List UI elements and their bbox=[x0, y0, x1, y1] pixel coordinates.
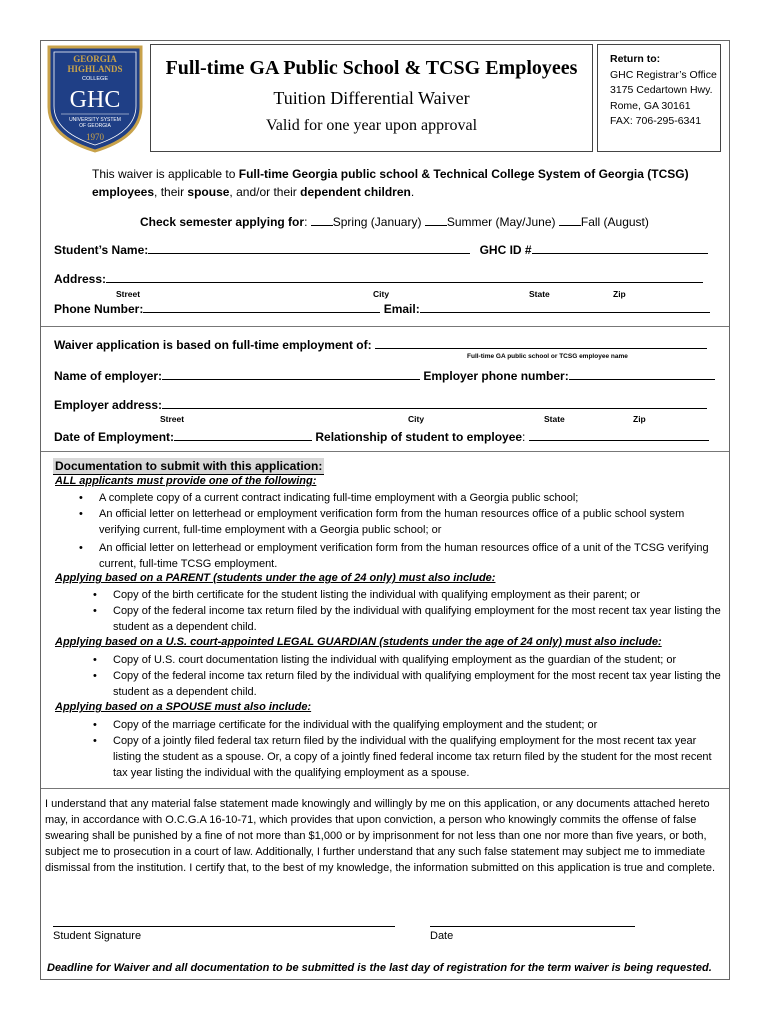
deadline-note: Deadline for Waiver and all documentation to be submitted is the last day of registration for the term waiver is being requested. bbox=[47, 962, 712, 974]
date-of-employment-field[interactable] bbox=[174, 430, 312, 441]
list-item: • An official letter on letterhead or employment verification form from the human resources office of a unit of the TCSG verifying current, full-time TCSG employment. bbox=[79, 542, 709, 570]
semester-label: Check semester applying for bbox=[140, 215, 305, 229]
employee-name-field[interactable] bbox=[375, 338, 707, 349]
return-to-box bbox=[597, 44, 721, 152]
intro-line-2 bbox=[92, 185, 414, 199]
all-applicants-heading: ALL applicants must provide one of the following: bbox=[55, 475, 317, 487]
list-item-text: An official letter on letterhead or employment verification form from the human resources office of a unit of the TCSG verifying current, full-time TCSG employment. bbox=[99, 542, 709, 570]
fall-option: Fall (August) bbox=[580, 215, 649, 229]
documentation-heading: Documentation to submit with this application: bbox=[55, 459, 323, 473]
employer-name-field[interactable] bbox=[162, 369, 420, 380]
student-signature-field[interactable] bbox=[53, 926, 395, 927]
return-fax: FAX: 706-295-6341 bbox=[610, 115, 702, 127]
spouse-heading: Applying based on a SPOUSE must also include: bbox=[55, 701, 312, 713]
spring-option: Spring (January) bbox=[332, 215, 422, 229]
date-label: Date bbox=[430, 930, 454, 942]
logo-monogram: GHC bbox=[69, 87, 121, 113]
email-field[interactable] bbox=[420, 302, 710, 313]
phone-label: Phone Number: bbox=[54, 302, 144, 316]
logo-top-text: GEORGIA bbox=[73, 54, 117, 64]
intro-line-1 bbox=[92, 167, 689, 181]
list-item-text: Copy of the birth certificate for the student listing the individual with qualifying employment as their parent; or bbox=[113, 589, 641, 601]
employer-phone-field[interactable] bbox=[569, 369, 715, 380]
employer-address-row bbox=[54, 398, 707, 412]
form-title: Full-time GA Public School & TCSG Employees bbox=[165, 57, 578, 79]
semester-row bbox=[140, 215, 649, 229]
list-item: • An official letter on letterhead or employment verification form from the human resources office of a public school system verifying current, full-time employment with a Georgia public school; or bbox=[79, 508, 685, 536]
logo-system-line2: OF GEORGIA bbox=[79, 123, 111, 129]
intro-bold: employees bbox=[92, 185, 155, 199]
logo-system-line1: UNIVERSITY SYSTEM bbox=[69, 117, 121, 123]
address-label: Address: bbox=[54, 272, 107, 286]
relationship-field[interactable] bbox=[529, 430, 709, 441]
employer-phone-label: Employer phone number: bbox=[423, 369, 569, 383]
waiver-based-label: Waiver application is based on full-time employment of: bbox=[54, 338, 372, 352]
parent-heading: Applying based on a PARENT (students under the age of 24 only) must also include: bbox=[55, 572, 496, 584]
email-label: Email: bbox=[383, 302, 420, 316]
list-item: • Copy of a jointly filed federal tax return filed by the individual with the qualifying employment for the most recent tax year listing the student as a spouse. Or, a copy of a jointly fined federal income tax return filed by the student for the most recent tax year listing the individual with the qualifying employment as a spouse. bbox=[93, 735, 712, 779]
student-name-label: Student’s Name: bbox=[54, 243, 149, 257]
return-to-label: Return to: bbox=[610, 53, 661, 65]
intro-bold: Full-time Georgia public school & Technical College System of Georgia (TCSG) bbox=[238, 167, 689, 181]
list-item-text: Copy of the federal income tax return filed by the individual with qualifying employment for the most recent tax year listing the student as a dependent child. bbox=[113, 670, 721, 698]
logo-year: 1970 bbox=[86, 132, 104, 142]
intro-bold: dependent children bbox=[300, 185, 411, 199]
intro-text: , and/or their bbox=[229, 185, 301, 199]
employer-address-label: Employer address: bbox=[54, 398, 163, 412]
address-row bbox=[54, 272, 703, 286]
summer-blank[interactable] bbox=[425, 215, 447, 226]
validity-note: Valid for one year upon approval bbox=[265, 117, 478, 134]
fall-blank[interactable] bbox=[559, 215, 581, 226]
relationship-colon: : bbox=[522, 430, 526, 444]
return-address-line: 3175 Cedartown Hwy. bbox=[610, 84, 713, 96]
employment-date-row bbox=[54, 430, 709, 444]
ghc-id-label: GHC ID # bbox=[479, 243, 532, 257]
waiver-based-row bbox=[54, 338, 707, 352]
phone-field[interactable] bbox=[143, 302, 380, 313]
list-item-text: Copy of U.S. court documentation listing the individual with qualifying employment as the guardian of the student; or bbox=[113, 654, 677, 666]
list-item-text: Copy of a jointly filed federal tax return filed by the individual with the qualifying employment for the most recent tax year listing the student as a spouse. Or, a copy of a jointly fined federal income tax return filed by the student for the most recent tax year listing the individual with the qualifying employment as a spouse. bbox=[113, 735, 712, 779]
employer-row bbox=[54, 369, 715, 383]
logo-mid-text: HIGHLANDS bbox=[67, 64, 123, 74]
ghc-id-field[interactable] bbox=[532, 243, 708, 254]
street-caption: Street bbox=[116, 289, 141, 299]
list-item: • Copy of the federal income tax return filed by the individual with qualifying employment for the most recent tax year listing the student as a dependent child. bbox=[93, 605, 721, 633]
street-caption: Street bbox=[160, 414, 185, 424]
title-box bbox=[150, 44, 593, 152]
logo-college-text: COLLEGE bbox=[82, 76, 108, 82]
form-subtitle: Tuition Differential Waiver bbox=[273, 88, 470, 108]
list-item-text: Copy of the marriage certificate for the individual with the qualifying employment and the student; or bbox=[113, 719, 598, 731]
declaration-text: I understand that any material false statement made knowingly and willingly by me on this application, or any documents attached hereto may, in accordance with O.C.G.A 16-10-71, which provides that upon conviction, a person who knowingly commits the offense of false swearing shall be punished by a fine of not more than $1,000 or by imprisonment for not less than one nor more than five years, or both, subject me to prosecution in a court of law. Additionally, I further understand that any such false statement may subject me to immediate dismissal from the institution. I certify that, to the best of my knowledge, the information submitted on this application is true and complete. bbox=[45, 798, 716, 874]
list-item: • A complete copy of a current contract indicating full-time employment with a Georgia public school; bbox=[79, 492, 579, 504]
employee-name-hint: Full-time GA public school or TCSG employee name bbox=[467, 353, 628, 360]
intro-text: , their bbox=[154, 185, 188, 199]
list-item-text: An official letter on letterhead or employment verification form from the human resources office of a public school system verifying current, full-time employment with a Georgia public school; or bbox=[99, 508, 685, 536]
list-item: • Copy of the birth certificate for the student listing the individual with qualifying employment as their parent; or bbox=[93, 589, 641, 601]
return-address-line: GHC Registrar’s Office bbox=[610, 68, 717, 81]
student-name-field[interactable] bbox=[148, 243, 470, 254]
list-item: • Copy of U.S. court documentation listing the individual with qualifying employment as the guardian of the student; or bbox=[93, 654, 677, 666]
section-divider bbox=[41, 451, 729, 452]
employer-address-field[interactable] bbox=[162, 398, 707, 409]
relationship-label: Relationship of student to employee bbox=[315, 430, 523, 444]
list-item-text: Copy of the federal income tax return filed by the individual with qualifying employment for the most recent tax year listing the student as a dependent child. bbox=[113, 605, 721, 633]
employer-name-label: Name of employer: bbox=[54, 369, 163, 383]
list-item: • Copy of the marriage certificate for the individual with the qualifying employment and the student; or bbox=[93, 719, 598, 731]
zip-caption: Zip bbox=[633, 414, 646, 424]
state-caption: State bbox=[529, 289, 550, 299]
student-signature-label: Student Signature bbox=[53, 930, 142, 942]
list-item-text: A complete copy of a current contract indicating full-time employment with a Georgia public school; bbox=[99, 492, 579, 504]
section-divider bbox=[41, 326, 729, 327]
zip-caption: Zip bbox=[613, 289, 626, 299]
address-field[interactable] bbox=[106, 272, 703, 283]
semester-colon: : bbox=[304, 215, 308, 229]
guardian-heading: Applying based on a U.S. court-appointed LEGAL GUARDIAN (students under the age of 24 only) must also include: bbox=[55, 636, 662, 648]
date-of-employment-label: Date of Employment: bbox=[54, 430, 175, 444]
city-caption: City bbox=[408, 414, 425, 424]
section-divider bbox=[41, 788, 729, 789]
intro-text: . bbox=[410, 185, 415, 199]
city-caption: City bbox=[373, 289, 390, 299]
state-caption: State bbox=[544, 414, 565, 424]
student-name-row bbox=[54, 243, 708, 257]
ghc-crest-logo bbox=[47, 45, 143, 153]
summer-option: Summer (May/June) bbox=[446, 215, 556, 229]
list-item: • Copy of the federal income tax return filed by the individual with qualifying employment for the most recent tax year listing the student as a dependent child. bbox=[93, 670, 721, 698]
phone-email-row bbox=[54, 302, 710, 316]
spring-blank[interactable] bbox=[311, 215, 333, 226]
date-field[interactable] bbox=[430, 926, 635, 927]
return-address-line: Rome, GA 30161 bbox=[610, 99, 691, 112]
intro-bold: spouse bbox=[187, 185, 230, 199]
intro-text: This waiver is applicable to bbox=[92, 167, 239, 181]
